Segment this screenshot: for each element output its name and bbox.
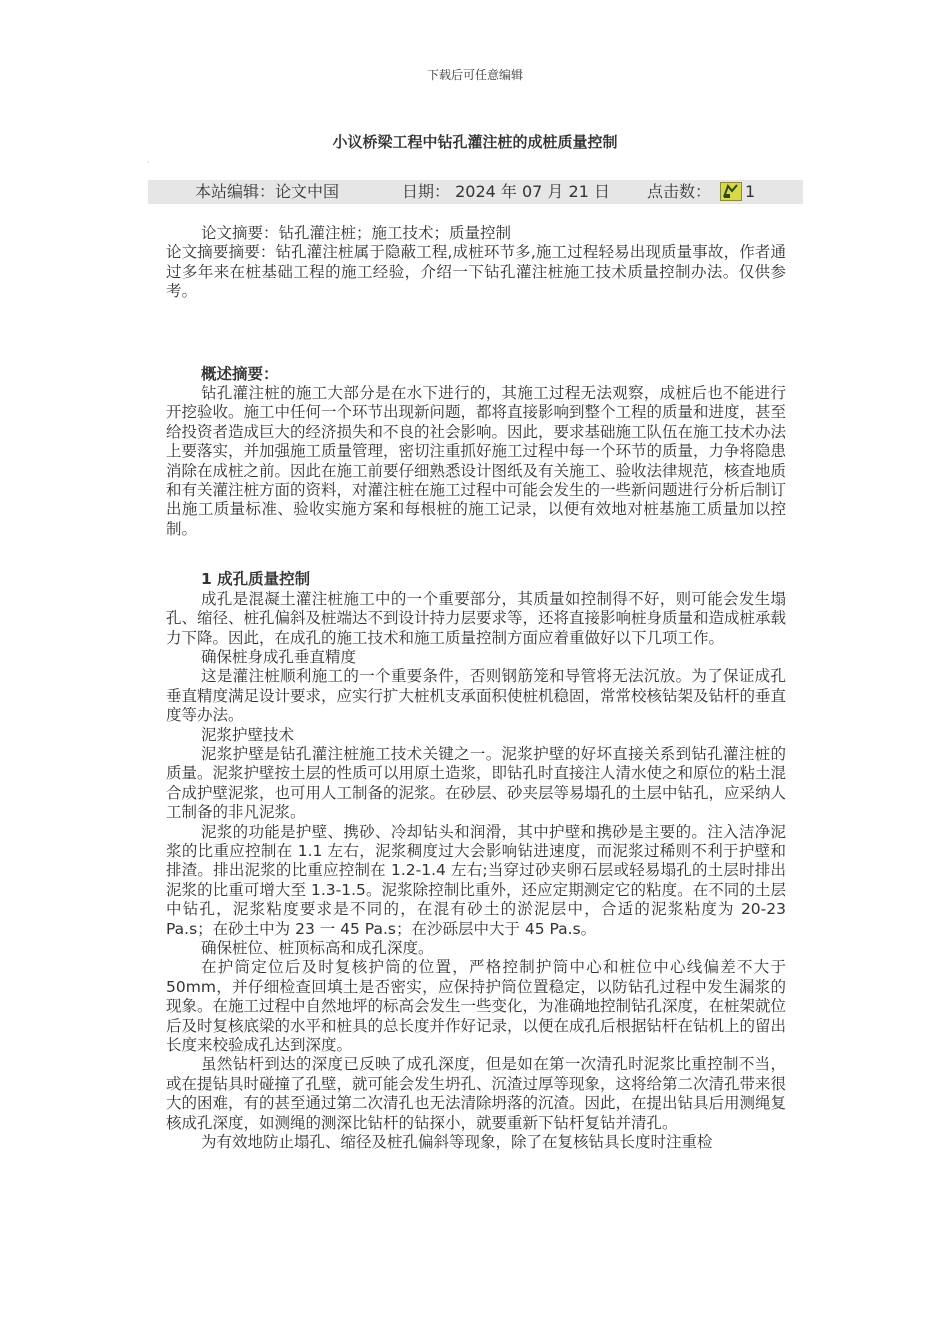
subsection-title: 确保桩位、桩顶标高和成孔深度。 — [201, 939, 434, 957]
subsection-title: 泥浆护壁技术 — [201, 725, 295, 744]
paragraph: 这是灌注桩顺利施工的一个重要条件，否则钢筋笼和导管将无法沉放。为了保证成孔垂直精度满足设计要求，应实行扩大桩机支承面积使桩机稳固，常常校核钻架及钻杆的垂直度等办法。 — [166, 667, 787, 725]
paragraph: 在护筒定位后及时复核护筒的位置，严格控制护筒中心和桩位中心线偏差不大于 50mm，并仔细检查回填土是否密实，应保持护筒位置稳定，以防钻孔过程中发生漏浆的现象。在施工过程中自然地坪的标高会发生一些变化，为准确地控制钻孔深度，在桩架就位后及时复核底梁的水平和桩具的总长度并作好记录，以便在成孔后根据钻杆在钻机上的留出长度来校验成孔达到深度。 — [166, 958, 787, 1055]
meta-editor: 本站编辑：论文中国 — [195, 182, 340, 201]
overview-body: 钻孔灌注桩的施工大部分是在水下进行的，其施工过程无法观察，成桩后也不能进行开挖验收。施工中任何一个环节出现新问题，都将直接影响到整个工程的质量和进度，甚至给投资者造成巨大的经济损失和不良的社会影响。因此，要求基础施工队伍在施工技术办法上要落实，并加强施工质量管理，密切注重抓好施工过程中每一个环节的质量，力争将隐患消除在成桩之前。因此在施工前要仔细熟悉设计图纸及有关施工、验收法律规范，核查地质和有关灌注桩方面的资料，对灌注桩在施工过程中可能会发生的一些新问题进行分析后制订出施工质量标准、验收实施方案和每根桩的施工记录，以便有效地对桩基施工质量加以控制。 — [166, 384, 787, 538]
paragraph: 虽然钻杆到达的深度已反映了成孔深度，但是如在第一次清孔时泥浆比重控制不当，或在提钻具时碰撞了孔壁，就可能会发生坍孔、沉渣过厚等现象，这将给第二次清孔带来很大的困难，有的甚至通过第二次清孔也无法清除坍落的沉渣。因此，在提出钻具后用测绳复核成孔深度，如测绳的测深比钻杆的钻探小，就要重新下钻杆复钻并清孔。 — [166, 1055, 787, 1132]
paragraph: 泥浆护壁是钻孔灌注桩施工技术关键之一。泥浆护壁的好坏直接关系到钻孔灌注桩的质量。泥浆护壁按土层的性质可以用原土造浆，即钻孔时直接注人清水使之和原位的粘土混合成护壁泥浆，也可用人工制备的泥浆。在砂层、砂夹层等易塌孔的土层中钻孔，应采纳人工制备的非凡泥浆。 — [166, 744, 787, 822]
meta-date: 日期： 2024 年 07 月 21 日 — [402, 182, 610, 201]
decorative-dot: · — [147, 158, 150, 167]
hit-counter-icon — [720, 182, 742, 201]
paragraph: 泥浆的功能是护壁、携砂、冷却钻头和润滑，其中护壁和携砂是主要的。注入洁净泥浆的比重应控制在 1.1 左右，泥浆稠度过大会影响钻进速度，而泥浆过稀则不利于护壁和排渣。排出泥浆的比重应控制在 1.2-1.4 左右;当穿过砂夹卵石层或轻易塌孔的土层时排出泥浆的比重可增大至 1.3-1.5。泥浆除控制比重外，还应定期测定它的粘度。在不同的土层中钻孔，泥浆粘度要求是不同的，在混有砂土的淤泥层中，合适的泥浆粘度为 20-23 Pa.s；在砂土中为 23 一 45 Pa.s；在沙砾层中大于 45 Pa.s。 — [166, 822, 786, 938]
download-note: 下载后可任意编辑 — [426, 68, 523, 82]
subsection-title: 确保桩身成孔垂直精度 — [201, 647, 357, 666]
meta-clicks-value: 1 — [745, 182, 756, 201]
overview-heading: 概述摘要： — [201, 364, 279, 383]
article-body — [166, 224, 786, 1152]
article-title: 小议桥梁工程中钻孔灌注桩的成桩质量控制 — [332, 133, 618, 151]
abstract-summary: 论文摘要摘要：钻孔灌注桩属于隐蔽工程,成桩环节多,施工过程轻易出现质量事故，作者通过多年来在桩基础工程的施工经验，介绍一下钻孔灌注桩施工技术质量控制办法。仅供参考。 — [166, 243, 786, 301]
article-meta-bar — [148, 180, 803, 204]
meta-clicks-label: 点击数： — [647, 182, 712, 201]
abstract-keywords: 论文摘要：钻孔灌注桩；施工技术；质量控制 — [201, 224, 512, 242]
paragraph: 为有效地防止塌孔、缩径及桩孔偏斜等现象，除了在复核钻具长度时注重检 — [201, 1133, 713, 1152]
section-heading: 1 成孔质量控制 — [201, 570, 311, 589]
section-intro: 成孔是混凝土灌注桩施工中的一个重要部分，其质量如控制得不好，则可能会发生塌孔、缩径、桩孔偏斜及桩端达不到设计持力层要求等，还将直接影响桩身质量和造成桩承载力下降。因此，在成孔的施工技术和施工质量控制方面应着重做好以下几项工作。 — [166, 589, 787, 647]
